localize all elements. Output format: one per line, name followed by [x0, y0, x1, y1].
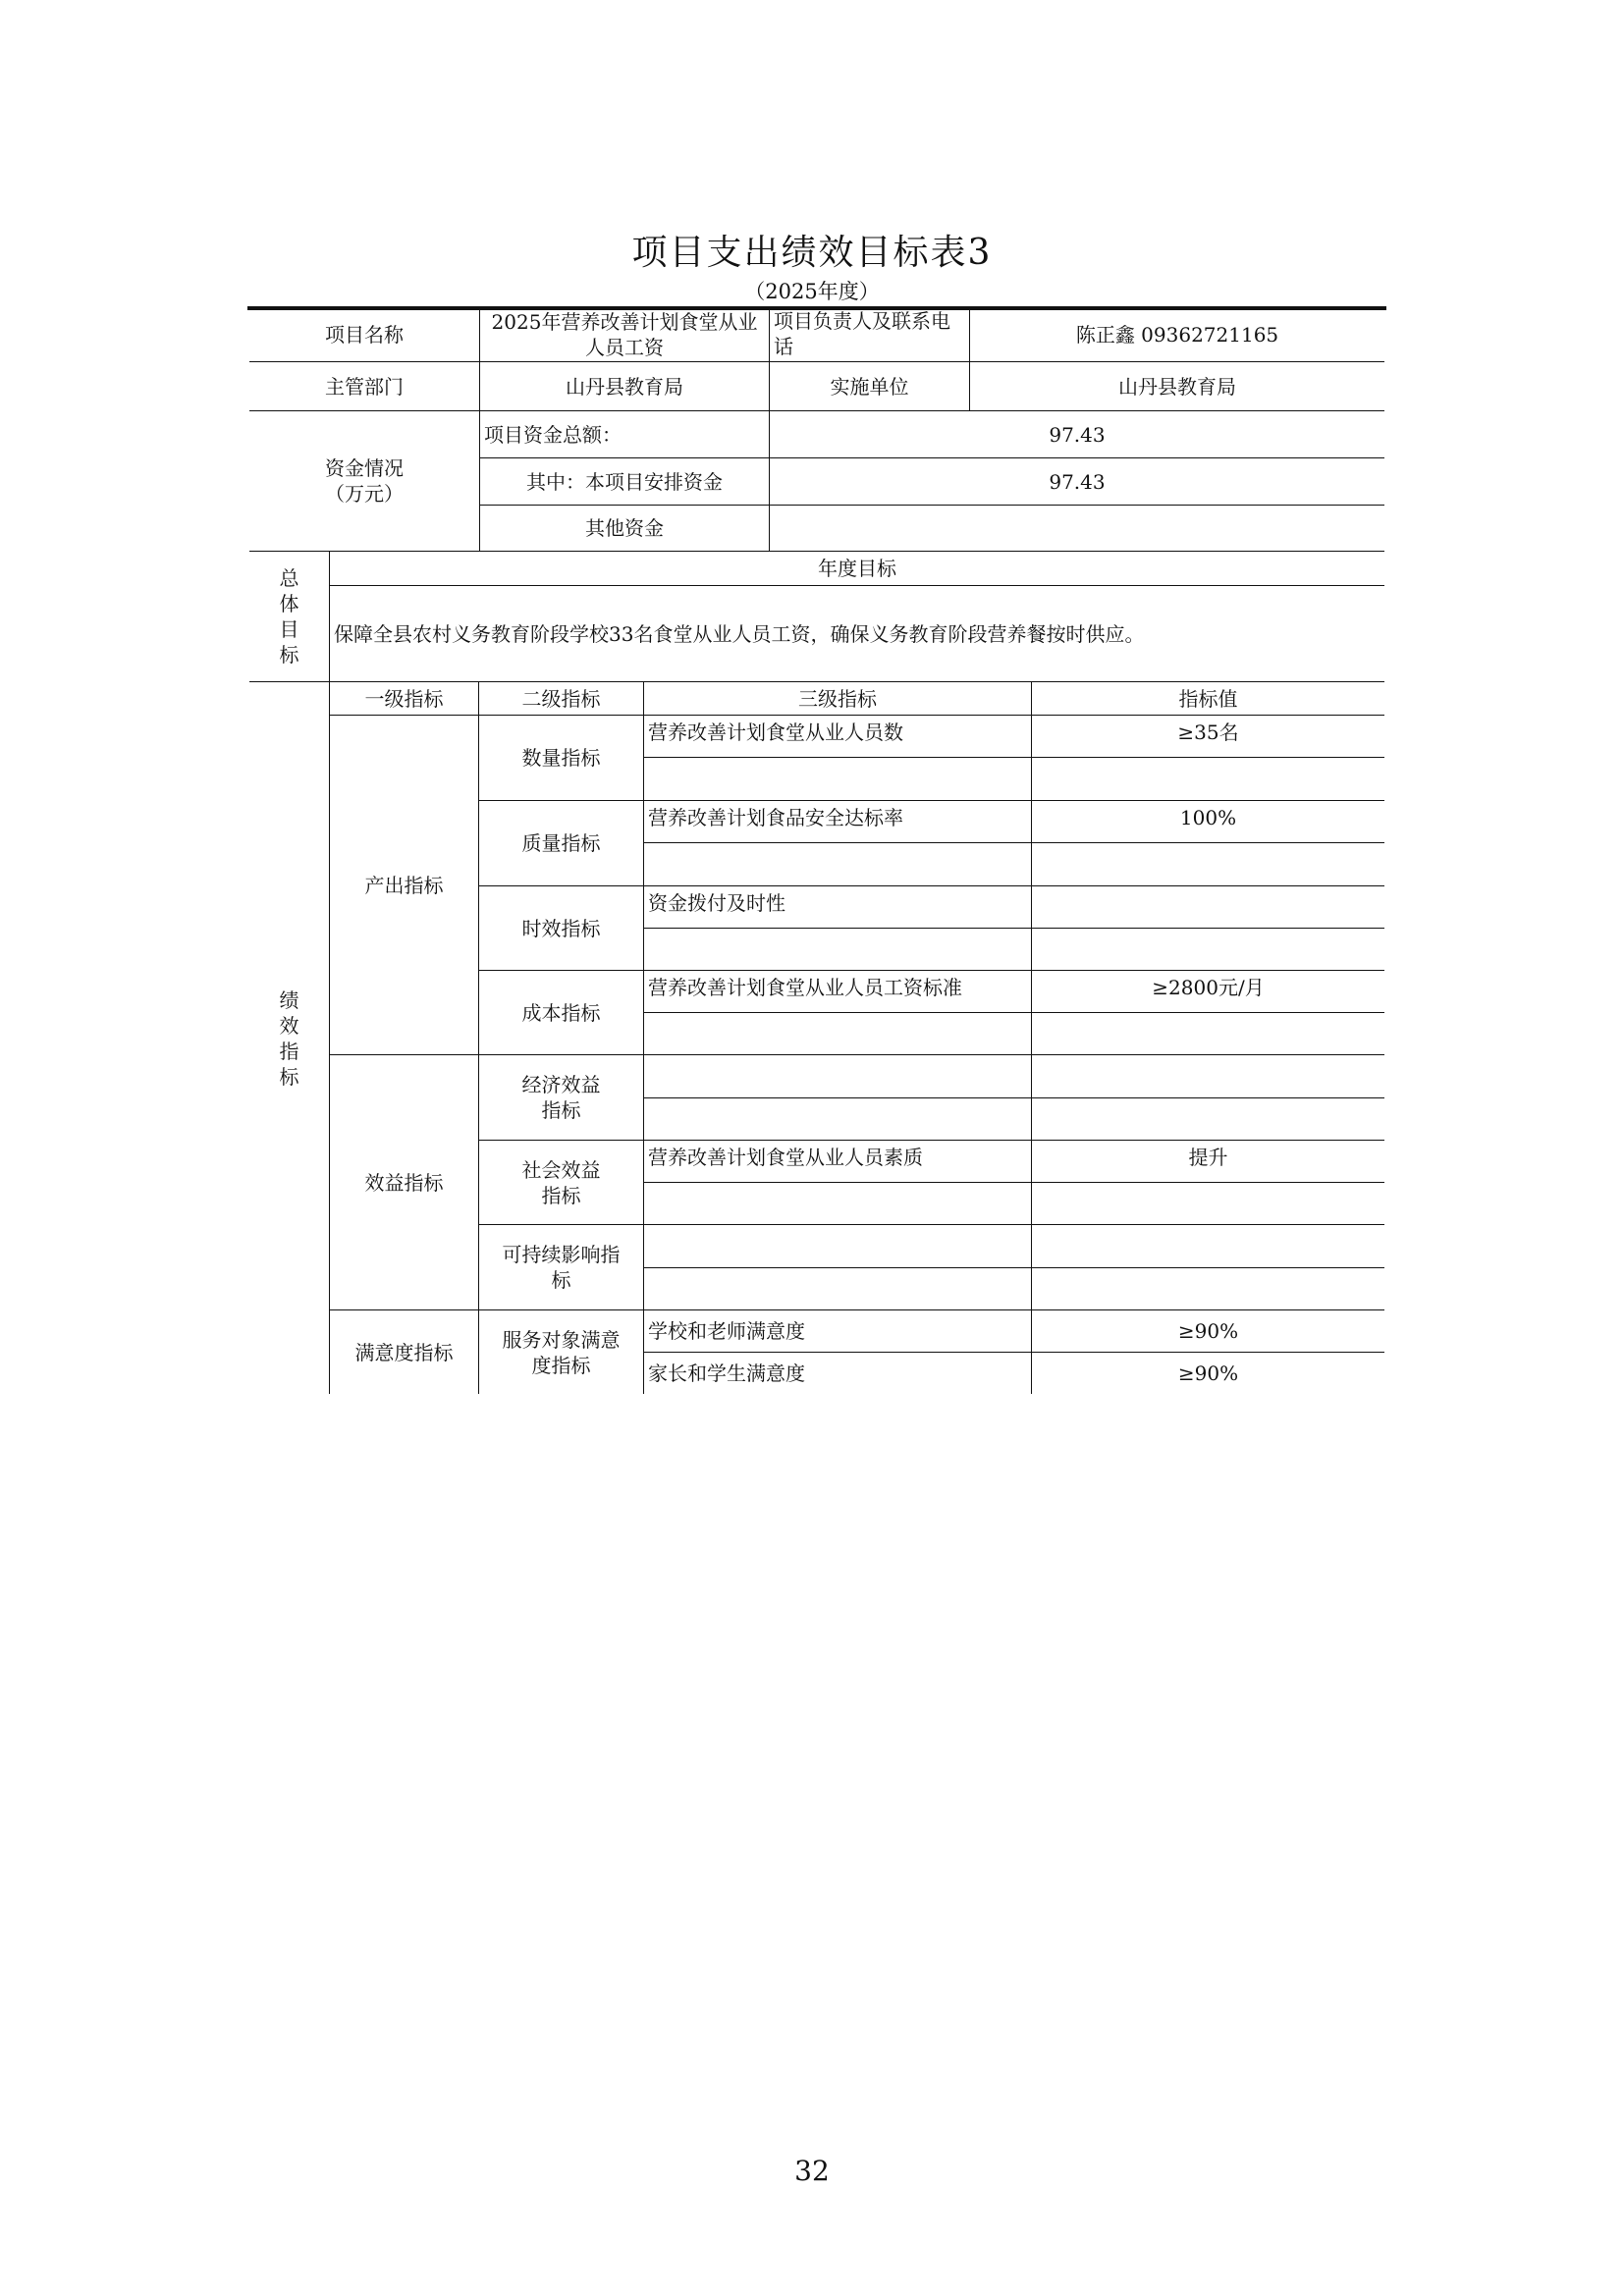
value-row-10 [1032, 1098, 1384, 1141]
funds-arranged-value: 97.43 [770, 458, 1384, 506]
indicator-row-9 [644, 1055, 1032, 1098]
annual-target-text: 保障全县农村义务教育阶段学校33名食堂从业人员工资，确保义务教育阶段营养餐按时供应。 [330, 586, 1384, 682]
department-value: 山丹县教育局 [480, 362, 770, 411]
indicator-row-16: 家长和学生满意度 [644, 1353, 1032, 1394]
level2-sustainable: 可持续影响指标 [479, 1225, 644, 1310]
page-number: 32 [794, 2155, 830, 2187]
annual-target-header: 年度目标 [330, 552, 1384, 586]
page-title: 项目支出绩效目标表3 [631, 233, 993, 273]
indicator-row-5: 资金拨付及时性 [644, 886, 1032, 929]
value-row-16: ≥90% [1177, 1362, 1239, 1385]
value-row-13 [1032, 1225, 1384, 1268]
level2-quality: 质量指标 [479, 801, 644, 886]
project-name-value: 2025年营养改善计划食堂从业人员工资 [480, 308, 770, 362]
funds-total-value: 97.43 [770, 411, 1384, 458]
header-level2: 二级指标 [479, 682, 644, 716]
funds-total-label: 项目资金总额： [480, 411, 770, 458]
implementing-unit-label: 实施单位 [770, 362, 970, 411]
level2-timeliness: 时效指标 [479, 886, 644, 971]
implementing-unit-value: 山丹县教育局 [970, 362, 1384, 411]
value-row-9 [1032, 1055, 1384, 1098]
indicator-row-1: 营养改善计划食堂从业人员数 [644, 716, 1032, 758]
value-row-15: ≥90% [1032, 1310, 1384, 1353]
page-subtitle: （2025年度） [744, 280, 880, 303]
value-row-14 [1032, 1268, 1384, 1310]
header-value: 指标值 [1032, 682, 1384, 716]
value-row-3: 100% [1032, 801, 1384, 843]
value-row-2 [1032, 758, 1384, 801]
level2-social: 社会效益指标 [479, 1141, 644, 1225]
overall-target-label: 总体目标 [249, 552, 330, 682]
value-row-6 [1032, 929, 1384, 971]
indicator-row-11: 营养改善计划食堂从业人员素质 [644, 1141, 1032, 1183]
indicator-row-10 [644, 1098, 1032, 1141]
indicator-row-8 [644, 1013, 1032, 1055]
header-level3: 三级指标 [644, 682, 1032, 716]
indicator-row-12 [644, 1183, 1032, 1225]
value-row-7: ≥2800元/月 [1032, 971, 1384, 1013]
value-row-12 [1032, 1183, 1384, 1225]
funds-other-label: 其他资金 [480, 506, 770, 552]
level2-cost: 成本指标 [479, 971, 644, 1055]
level2-service-satisfaction: 服务对象满意度指标 [479, 1310, 644, 1394]
funds-label: 资金情况（万元） [249, 411, 480, 552]
project-contact-label: 项目负责人及联系电话 [770, 308, 970, 362]
indicator-row-7: 营养改善计划食堂从业人员工资标准 [644, 971, 1032, 1013]
indicator-row-2 [644, 758, 1032, 801]
performance-indicators-label: 绩效指标 [249, 682, 330, 1394]
indicator-row-6 [644, 929, 1032, 971]
value-row-4 [1032, 843, 1384, 886]
level2-quantity: 数量指标 [479, 716, 644, 801]
level1-satisfaction: 满意度指标 [330, 1310, 479, 1394]
indicator-row-14 [644, 1268, 1032, 1310]
header-level1: 一级指标 [330, 682, 479, 716]
department-label: 主管部门 [249, 362, 480, 411]
project-contact-value: 陈正鑫 09362721165 [970, 308, 1384, 362]
indicator-row-15: 学校和老师满意度 [644, 1310, 1032, 1353]
level2-economic: 经济效益指标 [479, 1055, 644, 1141]
project-name-label: 项目名称 [249, 308, 480, 362]
indicator-row-13 [644, 1225, 1032, 1268]
value-row-8 [1032, 1013, 1384, 1055]
level1-benefit: 效益指标 [330, 1055, 479, 1310]
funds-other-value [770, 506, 1384, 552]
value-row-5 [1032, 886, 1384, 929]
indicator-row-3: 营养改善计划食品安全达标率 [644, 801, 1032, 843]
value-row-1: ≥35名 [1032, 716, 1384, 758]
value-row-11: 提升 [1032, 1141, 1384, 1183]
indicator-row-4 [644, 843, 1032, 886]
performance-target-table [247, 306, 1386, 1385]
level1-output: 产出指标 [330, 716, 479, 1055]
funds-arranged-label: 其中：本项目安排资金 [480, 458, 770, 506]
